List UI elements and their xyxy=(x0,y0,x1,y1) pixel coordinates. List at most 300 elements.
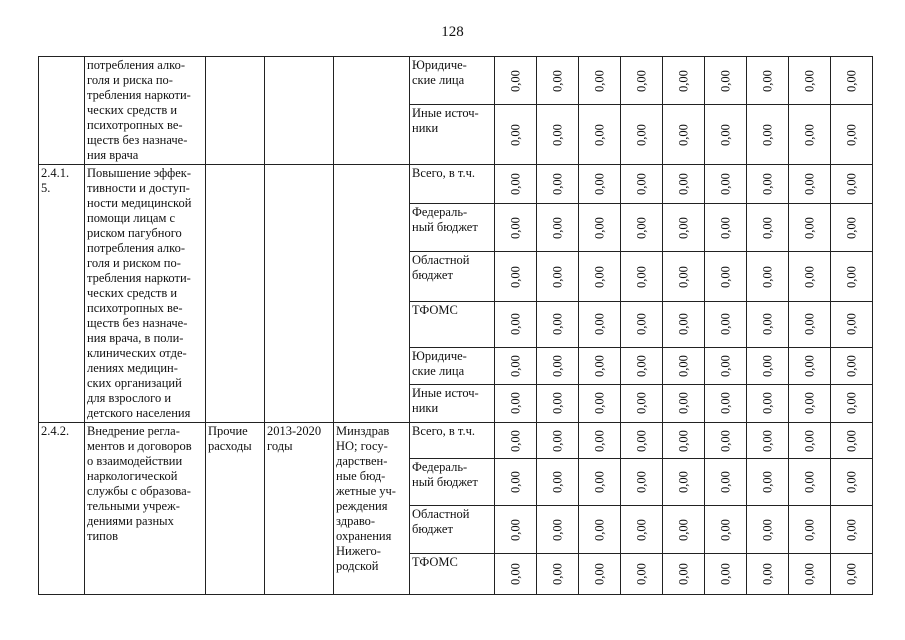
value-text: 0,00 xyxy=(634,518,648,541)
text-line: Минздрав xyxy=(336,424,390,438)
value-cell xyxy=(789,459,831,506)
value-text: 0,00 xyxy=(760,563,774,585)
funding-source xyxy=(410,165,495,204)
text-line: ния врача, в поли- xyxy=(87,331,184,345)
funding-source xyxy=(410,459,495,506)
value-cell xyxy=(831,384,873,422)
value-text: 0,00 xyxy=(508,518,522,541)
text-line: здраво- xyxy=(336,514,376,528)
text-line: годы xyxy=(267,439,293,453)
value-cell xyxy=(495,554,537,595)
value-text: 0,00 xyxy=(760,429,774,452)
value-text: 0,00 xyxy=(592,429,606,452)
value-cell xyxy=(495,252,537,301)
value-text: 0,00 xyxy=(592,518,606,541)
value-text: 0,00 xyxy=(844,563,858,585)
value-cell xyxy=(537,506,579,554)
value-text: 0,00 xyxy=(676,265,690,288)
text-line: о взаимодействии xyxy=(87,454,183,468)
item-description-text xyxy=(85,423,205,545)
item-description-text xyxy=(85,57,205,164)
value-cell xyxy=(747,347,789,384)
value-text: 0,00 xyxy=(676,563,690,585)
value-cell xyxy=(831,252,873,301)
value-cell xyxy=(621,165,663,204)
value-text: 0,00 xyxy=(508,69,522,92)
value-text: 0,00 xyxy=(676,313,690,336)
value-text: 0,00 xyxy=(760,265,774,288)
value-text: 0,00 xyxy=(676,216,690,239)
value-text: 0,00 xyxy=(718,518,732,541)
item-description xyxy=(85,57,206,165)
value-text: 0,00 xyxy=(550,354,564,377)
value-cell xyxy=(831,57,873,105)
text-line: лениях медицин- xyxy=(87,361,178,375)
executor xyxy=(334,57,410,165)
value-cell xyxy=(495,459,537,506)
value-cell xyxy=(621,459,663,506)
value-text: 0,00 xyxy=(550,392,564,415)
value-text: 0,00 xyxy=(508,392,522,415)
value-text: 0,00 xyxy=(760,354,774,377)
text-line: ТФОМС xyxy=(412,555,458,569)
value-cell xyxy=(579,204,621,252)
value-text: 0,00 xyxy=(592,471,606,493)
table-row xyxy=(39,423,873,459)
text-line: ские лица xyxy=(412,73,465,87)
value-cell xyxy=(663,57,705,105)
value-text: 0,00 xyxy=(760,313,774,336)
value-cell xyxy=(747,301,789,347)
value-text: 0,00 xyxy=(676,429,690,452)
value-text: 0,00 xyxy=(844,392,858,415)
value-text: 0,00 xyxy=(634,216,648,239)
funding-source-text xyxy=(410,459,494,491)
value-text: 0,00 xyxy=(718,69,732,92)
period xyxy=(265,165,334,423)
value-cell xyxy=(747,423,789,459)
value-cell xyxy=(579,384,621,422)
value-cell xyxy=(537,57,579,105)
text-line: Областной xyxy=(412,507,470,521)
text-line: голя и риском по- xyxy=(87,256,181,270)
value-text: 0,00 xyxy=(508,471,522,493)
value-text: 0,00 xyxy=(550,429,564,452)
expense-type xyxy=(206,423,265,595)
value-cell xyxy=(831,506,873,554)
value-cell xyxy=(495,347,537,384)
item-description-text xyxy=(85,165,205,422)
value-cell xyxy=(579,165,621,204)
value-cell xyxy=(537,105,579,165)
value-text: 0,00 xyxy=(676,518,690,541)
value-cell xyxy=(621,384,663,422)
value-cell xyxy=(579,347,621,384)
value-text: 0,00 xyxy=(508,265,522,288)
funding-source-text xyxy=(410,204,494,236)
text-line: Всего, в т.ч. xyxy=(412,166,475,180)
text-line: ТФОМС xyxy=(412,302,458,317)
value-text: 0,00 xyxy=(718,354,732,377)
value-text: 0,00 xyxy=(508,354,522,377)
value-cell xyxy=(831,165,873,204)
value-cell xyxy=(705,204,747,252)
value-cell xyxy=(789,57,831,105)
value-cell xyxy=(705,347,747,384)
text-line: наркологической xyxy=(87,469,178,483)
text-line: бюджет xyxy=(412,268,453,283)
value-cell xyxy=(663,506,705,554)
value-text: 0,00 xyxy=(676,354,690,377)
value-cell xyxy=(789,347,831,384)
text-line: охранения xyxy=(336,529,392,543)
value-cell xyxy=(495,204,537,252)
funding-source-text xyxy=(410,105,494,137)
text-line: детского населения xyxy=(87,406,191,420)
period-text xyxy=(265,423,333,455)
value-cell xyxy=(831,459,873,506)
executor-text xyxy=(334,423,409,575)
value-text: 0,00 xyxy=(634,563,648,585)
funding-source-text xyxy=(410,506,494,538)
funding-source xyxy=(410,57,495,105)
text-line: 2.4.1. xyxy=(41,166,70,180)
value-text: 0,00 xyxy=(760,69,774,92)
value-cell xyxy=(579,423,621,459)
text-line: дарствен- xyxy=(336,454,388,468)
value-text: 0,00 xyxy=(802,173,816,195)
text-line: потребления алко- xyxy=(87,241,186,255)
value-cell xyxy=(789,384,831,422)
value-cell xyxy=(579,506,621,554)
value-text: 0,00 xyxy=(592,392,606,415)
value-text: 0,00 xyxy=(550,123,564,146)
expense-type-text xyxy=(206,423,264,455)
text-line: ществ без назначе- xyxy=(87,316,188,330)
text-line: Федераль- xyxy=(412,460,468,474)
value-cell xyxy=(705,105,747,165)
value-cell xyxy=(579,105,621,165)
value-cell xyxy=(789,423,831,459)
value-text: 0,00 xyxy=(634,392,648,415)
value-text: 0,00 xyxy=(676,471,690,493)
value-text: 0,00 xyxy=(718,429,732,452)
funding-source xyxy=(410,204,495,252)
value-cell xyxy=(579,554,621,595)
value-text: 0,00 xyxy=(802,392,816,415)
value-cell xyxy=(747,204,789,252)
table-row xyxy=(39,57,873,105)
value-cell xyxy=(831,105,873,165)
text-line: риском пагубного xyxy=(87,226,182,240)
value-text: 0,00 xyxy=(508,216,522,239)
item-number-text xyxy=(39,165,84,197)
text-line: ные бюд- xyxy=(336,469,386,483)
text-line: Федераль- xyxy=(412,205,468,220)
value-text: 0,00 xyxy=(508,173,522,195)
value-text: 0,00 xyxy=(676,173,690,195)
value-cell xyxy=(747,105,789,165)
value-cell xyxy=(663,204,705,252)
value-cell xyxy=(789,165,831,204)
value-cell xyxy=(663,252,705,301)
text-line: типов xyxy=(87,529,118,543)
value-text: 0,00 xyxy=(802,265,816,288)
funding-source xyxy=(410,105,495,165)
value-text: 0,00 xyxy=(634,313,648,336)
value-cell xyxy=(789,105,831,165)
value-cell xyxy=(663,347,705,384)
value-cell xyxy=(495,384,537,422)
value-text: 0,00 xyxy=(844,518,858,541)
value-text: 0,00 xyxy=(508,563,522,585)
item-description xyxy=(85,165,206,423)
value-text: 0,00 xyxy=(550,518,564,541)
text-line: ники xyxy=(412,400,439,415)
value-cell xyxy=(621,204,663,252)
value-cell xyxy=(789,204,831,252)
value-text: 0,00 xyxy=(802,518,816,541)
text-line: 5. xyxy=(41,181,51,195)
value-text: 0,00 xyxy=(760,518,774,541)
expense-type xyxy=(206,165,265,423)
value-text: 0,00 xyxy=(592,313,606,336)
funding-source xyxy=(410,301,495,347)
value-cell xyxy=(705,554,747,595)
text-line: Иные источ- xyxy=(412,385,479,400)
text-line: Внедрение регла- xyxy=(87,424,180,438)
text-line: Прочие xyxy=(208,424,248,438)
funding-source-text xyxy=(410,554,494,571)
value-cell xyxy=(579,301,621,347)
table-row xyxy=(39,165,873,204)
executor xyxy=(334,423,410,595)
value-text: 0,00 xyxy=(760,123,774,146)
value-cell xyxy=(831,204,873,252)
value-text: 0,00 xyxy=(844,313,858,336)
funding-source-text xyxy=(410,302,494,319)
value-text: 0,00 xyxy=(760,173,774,195)
value-cell xyxy=(705,459,747,506)
value-cell xyxy=(831,554,873,595)
text-line: ские лица xyxy=(412,363,465,378)
text-line: клинических отде- xyxy=(87,346,187,360)
text-line: потребления алко- xyxy=(87,58,186,72)
value-cell xyxy=(705,252,747,301)
value-text: 0,00 xyxy=(550,216,564,239)
value-text: 0,00 xyxy=(802,313,816,336)
value-text: 0,00 xyxy=(760,392,774,415)
item-number xyxy=(39,165,85,423)
text-line: Повышение эффек- xyxy=(87,166,192,180)
value-text: 0,00 xyxy=(802,354,816,377)
value-cell xyxy=(579,459,621,506)
value-cell xyxy=(705,423,747,459)
text-line: ники xyxy=(412,121,439,136)
value-cell xyxy=(747,506,789,554)
value-cell xyxy=(537,347,579,384)
value-cell xyxy=(621,252,663,301)
text-line: ских организаций xyxy=(87,376,182,390)
value-cell xyxy=(831,301,873,347)
value-text: 0,00 xyxy=(592,173,606,195)
value-cell xyxy=(537,554,579,595)
value-text: 0,00 xyxy=(676,69,690,92)
value-text: 0,00 xyxy=(550,471,564,493)
value-cell xyxy=(495,423,537,459)
text-line: Юридиче- xyxy=(412,348,467,363)
text-line: ческих средств и xyxy=(87,286,178,300)
value-text: 0,00 xyxy=(760,216,774,239)
value-cell xyxy=(495,57,537,105)
value-cell xyxy=(789,506,831,554)
text-line: требления наркоти- xyxy=(87,88,191,102)
value-text: 0,00 xyxy=(844,429,858,452)
text-line: Областной xyxy=(412,253,470,268)
value-cell xyxy=(663,165,705,204)
funding-source xyxy=(410,554,495,595)
value-text: 0,00 xyxy=(718,313,732,336)
period xyxy=(265,423,334,595)
text-line: ментов и договоров xyxy=(87,439,192,453)
funding-source xyxy=(410,347,495,384)
text-line: дениями разных xyxy=(87,514,174,528)
value-text: 0,00 xyxy=(844,123,858,146)
value-text: 0,00 xyxy=(634,429,648,452)
value-text: 0,00 xyxy=(676,123,690,146)
value-text: 0,00 xyxy=(844,471,858,493)
value-text: 0,00 xyxy=(550,173,564,195)
value-cell xyxy=(747,252,789,301)
value-text: 0,00 xyxy=(508,123,522,146)
value-text: 0,00 xyxy=(802,471,816,493)
value-cell xyxy=(579,252,621,301)
value-text: 0,00 xyxy=(592,265,606,288)
value-cell xyxy=(705,57,747,105)
text-line: ный бюджет xyxy=(412,475,478,489)
value-text: 0,00 xyxy=(718,265,732,288)
value-cell xyxy=(747,554,789,595)
value-text: 0,00 xyxy=(844,354,858,377)
value-text: 0,00 xyxy=(718,563,732,585)
expense-type xyxy=(206,57,265,165)
value-text: 0,00 xyxy=(550,563,564,585)
value-cell xyxy=(789,252,831,301)
text-line: психотропных ве- xyxy=(87,301,183,315)
value-cell xyxy=(747,57,789,105)
text-line: 2013-2020 xyxy=(267,424,322,438)
page-number: 128 xyxy=(441,24,464,40)
value-cell xyxy=(621,423,663,459)
value-cell xyxy=(537,165,579,204)
text-line: реждения xyxy=(336,499,388,513)
value-cell xyxy=(621,506,663,554)
value-cell xyxy=(831,347,873,384)
executor xyxy=(334,165,410,423)
value-cell xyxy=(537,384,579,422)
value-cell xyxy=(663,384,705,422)
text-line: Иные источ- xyxy=(412,106,479,121)
value-cell xyxy=(831,423,873,459)
text-line: требления наркоти- xyxy=(87,271,191,285)
value-text: 0,00 xyxy=(844,69,858,92)
value-cell xyxy=(537,423,579,459)
value-cell xyxy=(663,423,705,459)
item-number xyxy=(39,423,85,595)
value-text: 0,00 xyxy=(634,123,648,146)
value-text: 0,00 xyxy=(802,563,816,585)
value-text: 0,00 xyxy=(844,265,858,288)
funding-source xyxy=(410,384,495,422)
value-text: 0,00 xyxy=(550,265,564,288)
value-text: 0,00 xyxy=(802,429,816,452)
value-text: 0,00 xyxy=(592,123,606,146)
value-cell xyxy=(705,165,747,204)
value-cell xyxy=(747,165,789,204)
text-line: расходы xyxy=(208,439,252,453)
text-line: тельными учреж- xyxy=(87,499,180,513)
value-text: 0,00 xyxy=(676,392,690,415)
value-text: 0,00 xyxy=(550,69,564,92)
value-cell xyxy=(537,204,579,252)
value-text: 0,00 xyxy=(760,471,774,493)
value-cell xyxy=(621,105,663,165)
value-text: 0,00 xyxy=(634,173,648,195)
text-line: Юридиче- xyxy=(412,58,467,72)
funding-source-text xyxy=(410,57,494,89)
value-cell xyxy=(621,57,663,105)
value-text: 0,00 xyxy=(592,69,606,92)
value-cell xyxy=(495,506,537,554)
value-cell xyxy=(705,384,747,422)
text-line: ности медицинской xyxy=(87,196,192,210)
value-cell xyxy=(747,459,789,506)
value-text: 0,00 xyxy=(592,354,606,377)
value-text: 0,00 xyxy=(844,216,858,239)
value-cell xyxy=(621,301,663,347)
text-line: ществ без назначе- xyxy=(87,133,188,147)
value-text: 0,00 xyxy=(634,471,648,493)
text-line: бюджет xyxy=(412,522,453,536)
text-line: ческих средств и xyxy=(87,103,178,117)
funding-source-text xyxy=(410,165,494,182)
value-cell xyxy=(789,554,831,595)
funding-source xyxy=(410,506,495,554)
text-line: родской xyxy=(336,559,379,573)
funding-source-text xyxy=(410,385,494,417)
value-text: 0,00 xyxy=(550,313,564,336)
funding-source xyxy=(410,252,495,301)
value-cell xyxy=(537,252,579,301)
value-cell xyxy=(495,301,537,347)
value-cell xyxy=(705,301,747,347)
text-line: для взрослого и xyxy=(87,391,172,405)
value-text: 0,00 xyxy=(634,265,648,288)
value-cell xyxy=(663,459,705,506)
text-line: службы с образова- xyxy=(87,484,191,498)
value-cell xyxy=(537,459,579,506)
value-text: 0,00 xyxy=(634,69,648,92)
value-text: 0,00 xyxy=(718,392,732,415)
funding-source-text xyxy=(410,348,494,380)
value-cell xyxy=(495,165,537,204)
text-line: ния врача xyxy=(87,148,139,162)
value-cell xyxy=(579,57,621,105)
value-cell xyxy=(663,554,705,595)
item-description xyxy=(85,423,206,595)
value-text: 0,00 xyxy=(718,216,732,239)
value-text: 0,00 xyxy=(508,429,522,452)
